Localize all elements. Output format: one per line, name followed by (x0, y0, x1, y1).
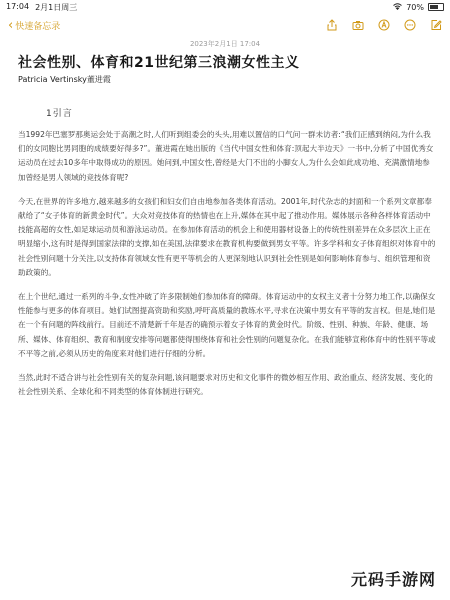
toolbar-actions (326, 19, 442, 31)
chevron-left-icon: ‹ (8, 17, 14, 33)
share-icon[interactable] (326, 19, 338, 31)
note-author[interactable]: Patricia Vertinsky董进霞 (18, 75, 111, 84)
note-body[interactable] (18, 128, 436, 409)
toolbar (0, 14, 450, 36)
status-bar (0, 0, 450, 14)
section-heading[interactable]: 1引言 (46, 109, 73, 119)
more-icon[interactable] (404, 19, 416, 31)
status-right (393, 3, 444, 12)
note-date: 2023年2月1日 17:04 (189, 40, 261, 48)
compose-icon[interactable] (430, 19, 442, 31)
battery-icon (428, 3, 444, 11)
paragraph: 在上个世纪,通过一系列的斗争,女性冲破了许多限制她们参加体育的障碍。体育运动中的女权主义者十分努力地工作,以确保女性能参与更多的体育项目。她们试图提高资助和奖励,呼吁高质量的教练水平,寻求在决策中男女有平等的发言权。但是,她们是在一个有问题的阵线前行。目前还不清楚新千年是否的确预示着女子体育的黄金时代。阶级、性别、种族、年龄、健康、场所、媒体、体育组织、教育和制度安排等问题都使得围绕体育和社会性别的问题复杂化。在我们能够宣称体育中的性别平等或不平等之前,必须从历史的角度来对他们进行仔细的分析。 (18, 292, 436, 358)
paragraph: 当然,此时不适合讲与社会性别有关的复杂问题,该问题要求对历史和文化事件的微妙相互作用、政治重点、经济发展、变化的社会性别关系、全球化和不同类型的体育体制进行研究。 (18, 373, 433, 397)
status-left (6, 2, 77, 13)
back-button[interactable] (8, 19, 60, 32)
camera-icon[interactable] (352, 19, 364, 31)
watermark-logo: 元码手游网 (350, 570, 436, 589)
back-label: 快速备忘录 (15, 21, 61, 32)
note-title[interactable]: 社会性别、体育和21世纪第三浪潮女性主义 (18, 55, 300, 71)
markup-icon[interactable] (378, 19, 390, 31)
status-time: 17:04 (6, 1, 30, 11)
paragraph: 今天,在世界的许多地方,越来越多的女孩们和妇女们自由地参加各类体育活动。2001年,时代杂志的封面和一个系列文章都奉献给了“女子体育的新黄金时代”。大众对竞技体育的热情也在上升,媒体在其中起了推动作用。媒体展示各种各样体育活动中技能高超的女性,如足球运动员和游泳运动员。在参加体育活动的机会上和使用器材设备上的传统性别差异在众多层次上正在明显缩小,这有时是得到国家法律的支撑,如在美国,法律要求在教育机构要做到男女平等。许多学科和女子体育组织对体育中的社会性别问题十分关注,以支持体育领域女性有更平等机会的人更深刻地认识到社会性别是如何影响体育参与、组织管理和资助政策的。 (18, 196, 436, 277)
wifi-icon (393, 3, 402, 12)
status-date: 2月1日周三 (35, 2, 78, 12)
paragraph: 当1992年巴塞罗那奥运会处于高潮之时,人们听到组委会的头头,用难以置信的口气问一群未访者:“我们正感到纳闷,为什么我们的女同胞比男同胞的成绩要好得多?”。董进霞在她出版的《当代中国女性和体育:顶起大半边天》一书中,分析了中国优秀女运动员在过去10多年中取得成功的原因。她问到,中国女性,曾经是大门不出的小脚女人,为什么会如此成功地、充满激情地参加曾经是男人领域的竞技体育呢? (18, 130, 434, 182)
battery-percent: 70% (406, 2, 424, 12)
